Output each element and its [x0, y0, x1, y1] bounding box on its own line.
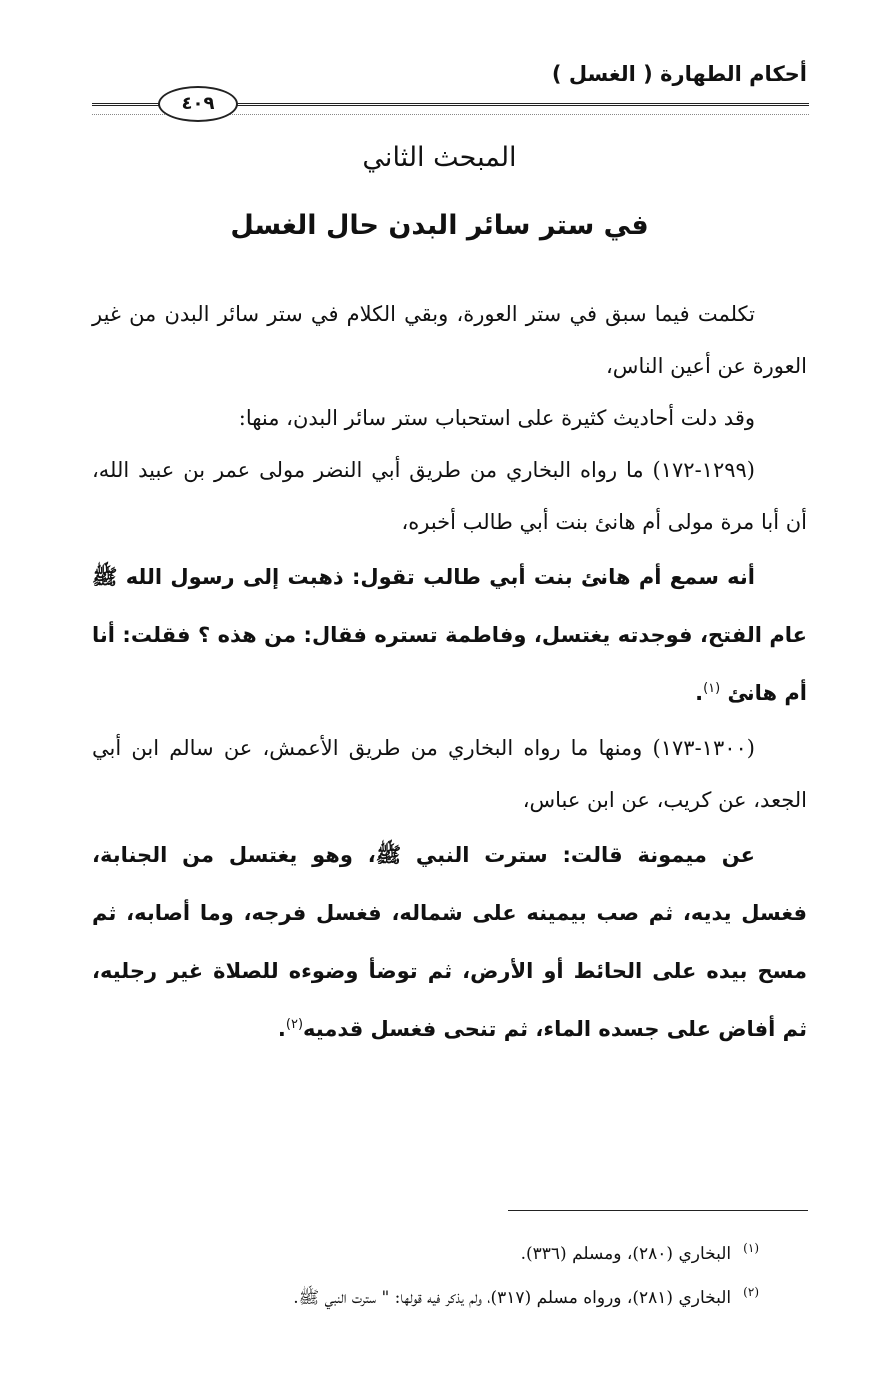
running-title: أحكام الطهارة ( الغسل )	[551, 62, 807, 86]
hadith-1-end: .	[695, 681, 704, 705]
footnote-marker-1: (١)	[743, 1241, 759, 1256]
paragraph-intro: تكلمت فيما سبق في ستر العورة، وبقي الكلام في ستر سائر البدن من غير العورة عن أعين الناس،	[92, 302, 807, 378]
page-number: ٤٠٩	[158, 86, 238, 122]
body-text	[92, 288, 807, 1058]
footnote-ref-1: (١)	[703, 681, 721, 696]
footnote-text-1: البخاري (٢٨٠)، ومسلم (٣٣٦).	[520, 1244, 732, 1264]
section-title: في ستر سائر البدن حال الغسل	[230, 210, 649, 241]
hadith-1-body: أنه سمع أم هانئ بنت أبي طالب تقول: ذهبت إلى رسول الله ﷺ عام الفتح، فوجدته يغتسل، وفاطمة تستره فقال: من هذه ؟ فقلت: أنا أم هانئ	[92, 565, 807, 705]
hadith-1-text	[92, 548, 807, 722]
footnotes	[92, 1232, 759, 1320]
footnote-marker-2: (٢)	[743, 1285, 759, 1300]
section-heading: المبحث الثاني	[362, 142, 517, 173]
footnote-1	[92, 1232, 759, 1276]
hadith-1-intro: (١٢٩٩-١٧٢) ما رواه البخاري من طريق أبي النضر مولى عمر بن عبيد الله، أن أبا مرة مولى أم هانئ بنت أبي طالب أخبره،	[92, 458, 807, 534]
paragraph-evidence: وقد دلت أحاديث كثيرة على استحباب ستر سائر البدن، منها:	[238, 406, 755, 430]
footnote-separator	[508, 1210, 808, 1211]
hadith-2-body: عن ميمونة قالت: سترت النبي ﷺ، وهو يغتسل من الجنابة، فغسل يديه، ثم صب بيمينه على شماله، فغسل فرجه، وما أصابه، ثم مسح بيده على الحائط أو الأرض، ثم توضأ وضوءه للصلاة غير رجليه، ثم أفاض على جسده الماء، ثم تنحى فغسل قدميه	[92, 843, 807, 1041]
footnote-ref-2: (٢)	[285, 1017, 304, 1032]
footnote-2	[92, 1276, 759, 1320]
footnote-text-2: البخاري (٢٨١)، ورواه مسلم (٣١٧)، ولم يذكر فيه قولها: " سترت النبي ﷺ.	[293, 1288, 732, 1308]
hadith-2-intro: (١٣٠٠-١٧٣) ومنها ما رواه البخاري من طريق الأعمش، عن سالم ابن أبي الجعد، عن كريب، عن ابن عباس،	[92, 736, 807, 812]
hadith-2-end: .	[277, 1017, 286, 1041]
hadith-2-text	[92, 826, 807, 1058]
